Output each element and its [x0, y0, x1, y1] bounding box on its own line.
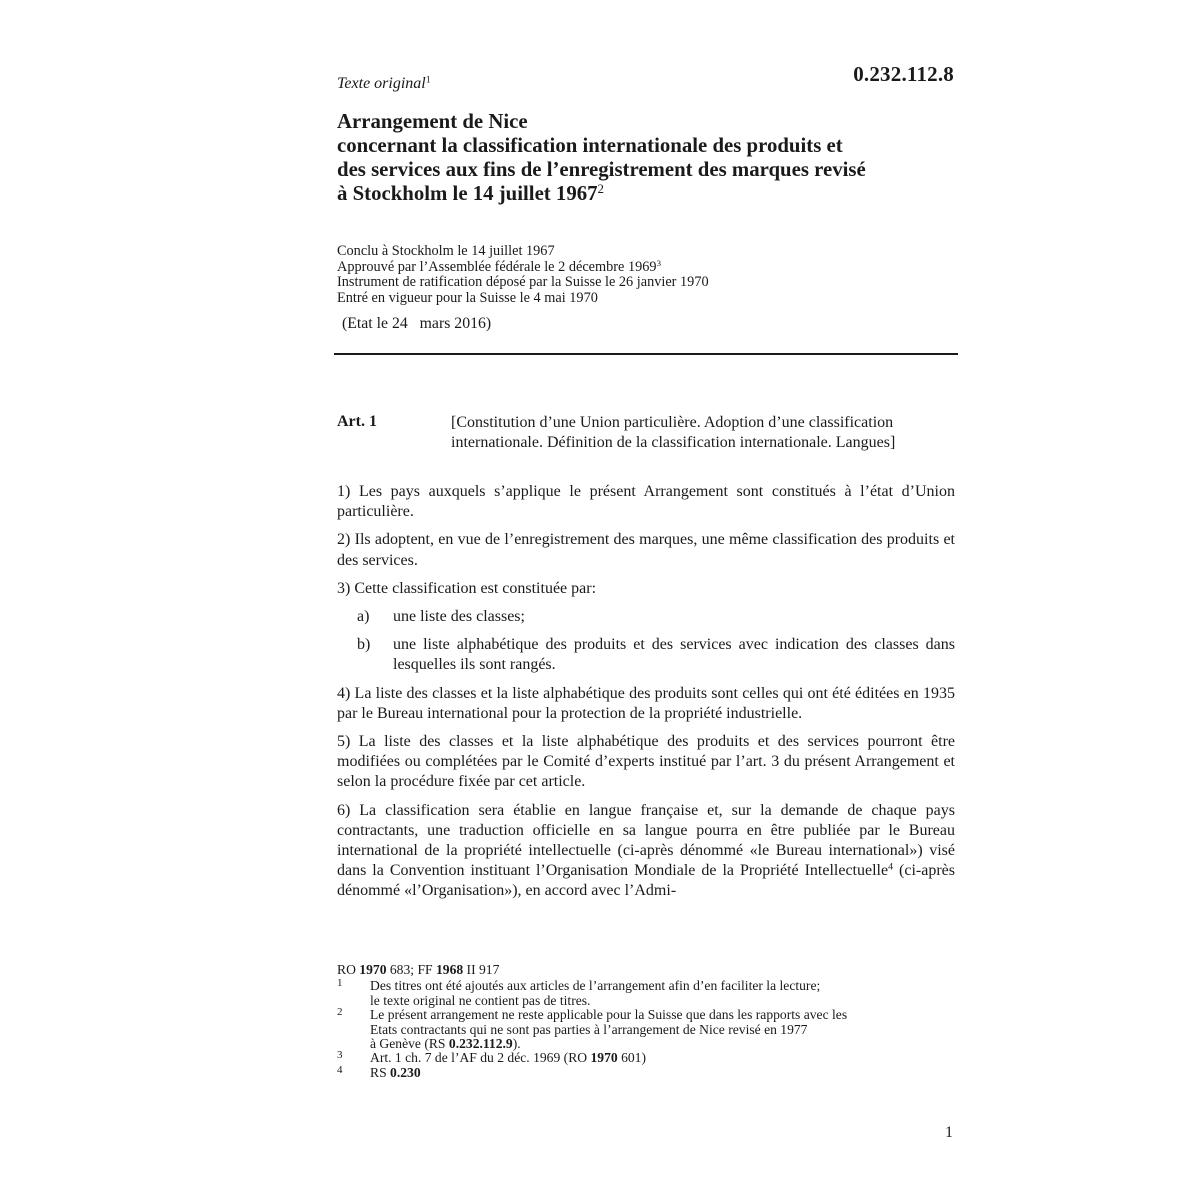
footnote-text: Le présent arrangement ne reste applicable pour la Suisse que dans les rapports avec les Etats contractants qui ne sont pas parties à l’arrangement de Nice revisé en 1977 à Genève (RS 0.232.112.9).	[370, 1007, 848, 1052]
footnote-ref-3[interactable]: 3	[656, 257, 661, 268]
paragraph-3: 3) Cette classification est constituée par:	[337, 579, 597, 597]
meta-in-force: Entré en vigueur pour la Suisse le 4 mai 1970	[337, 289, 598, 306]
footnote-1	[337, 979, 947, 1008]
article-label: Art. 1	[337, 413, 377, 430]
footnote-number: 4	[337, 1063, 343, 1076]
adoption-metadata	[337, 244, 709, 306]
page-number: 1	[945, 1124, 953, 1141]
paragraph-6: 6) La classification sera établie en langue française et, sur la demande de chaque pays contractants, une traduction officielle en sa langue pourra en être publiée par le Bureau international de la propriété intellectuelle (ci-après dénommé «le Bureau international») visé dans la Convention instituant l’Organisation Mondiale de la Propriété Intellectuelle$^4$ (ci-après dénommé «l’Organisation»), en accord avec l’Admi-	[337, 801, 955, 900]
meta-concluded: Conclu à Stockholm le 14 juillet 1967	[337, 243, 555, 259]
footnote-number: 3	[337, 1049, 343, 1062]
header-divider	[334, 353, 958, 355]
meta-ratification: Instrument de ratification déposé par la Suisse le 26 janvier 1970	[337, 274, 709, 290]
sr-number: 0.232.112.8	[853, 62, 954, 86]
list-item-text: une liste alphabétique des produits et des services avec indication des classes dans lesquelles ils sont rangés.	[393, 636, 955, 674]
title-line-1: Arrangement de Nice	[337, 110, 528, 133]
meta-approved: Approuvé par l’Assemblée fédérale le 2 décembre 1969$^3$	[337, 257, 661, 275]
paragraph-2: 2) Ils adoptent, en vue de l’enregistrement des marques, une même classification des produits et des services.	[337, 531, 955, 569]
list-item-label: b)	[357, 636, 371, 654]
footnote-ref-1[interactable]: 1	[425, 74, 431, 86]
status-date: (Etat le 24 mars 2016)	[342, 315, 492, 332]
footnote-3	[337, 1051, 947, 1065]
footnote-2	[337, 1008, 947, 1051]
texte-original-text: Texte original	[337, 75, 426, 92]
footnote-text: RS 0.230	[370, 1064, 421, 1080]
list-item	[337, 607, 955, 627]
list-item-label: a)	[357, 608, 370, 626]
footnote-text: Des titres ont été ajoutés aux articles de l’arrangement afin d’en faciliter la lecture; le texte original ne contient pas de titres.	[370, 978, 821, 1008]
title-line-2: concernant la classification internationale des produits et	[337, 134, 843, 157]
footnote-ref-2[interactable]: 2	[597, 181, 604, 196]
official-reference: RO 1970 683; FF 1968 II 917	[337, 962, 500, 977]
texte-original-label	[337, 75, 431, 93]
list-item	[337, 635, 955, 675]
footnote-text: Art. 1 ch. 7 de l’AF du 2 déc. 1969 (RO 1970 601)	[370, 1050, 647, 1066]
footnotes	[337, 963, 947, 1080]
article-body	[337, 482, 955, 910]
list-item-text: une liste des classes;	[393, 608, 525, 626]
title-line-4: à Stockholm le 14 juillet 1967$^2$	[337, 181, 604, 205]
footnote-4	[337, 1063, 947, 1080]
document-title	[337, 110, 977, 206]
paragraph-1: 1) Les pays auxquels s’applique le présent Arrangement sont constitués à l’état d’Union particulière.	[337, 483, 955, 521]
footnote-ref-4[interactable]: 4	[888, 861, 894, 873]
footnote-number: 1	[337, 977, 343, 990]
paragraph-4: 4) La liste des classes et la liste alphabétique des produits sont celles qui ont été éditées en 1935 par le Bureau international pour la protection de la propriété industrielle.	[337, 684, 955, 722]
paragraph-5: 5) La liste des classes et la liste alphabétique des produits et des services pourront être modifiées ou complétées par le Comité d’experts institué par l’art. 3 du présent Arrangement et selon la procédure fixée par cet article.	[337, 733, 955, 791]
title-line-3: des services aux fins de l’enregistrement des marques revisé	[337, 158, 866, 181]
footnote-number: 2	[337, 1006, 343, 1019]
article-title: [Constitution d’une Union particulière. Adoption d’une classification internationale. Définition de la classification internationale. Langues]	[451, 414, 896, 452]
